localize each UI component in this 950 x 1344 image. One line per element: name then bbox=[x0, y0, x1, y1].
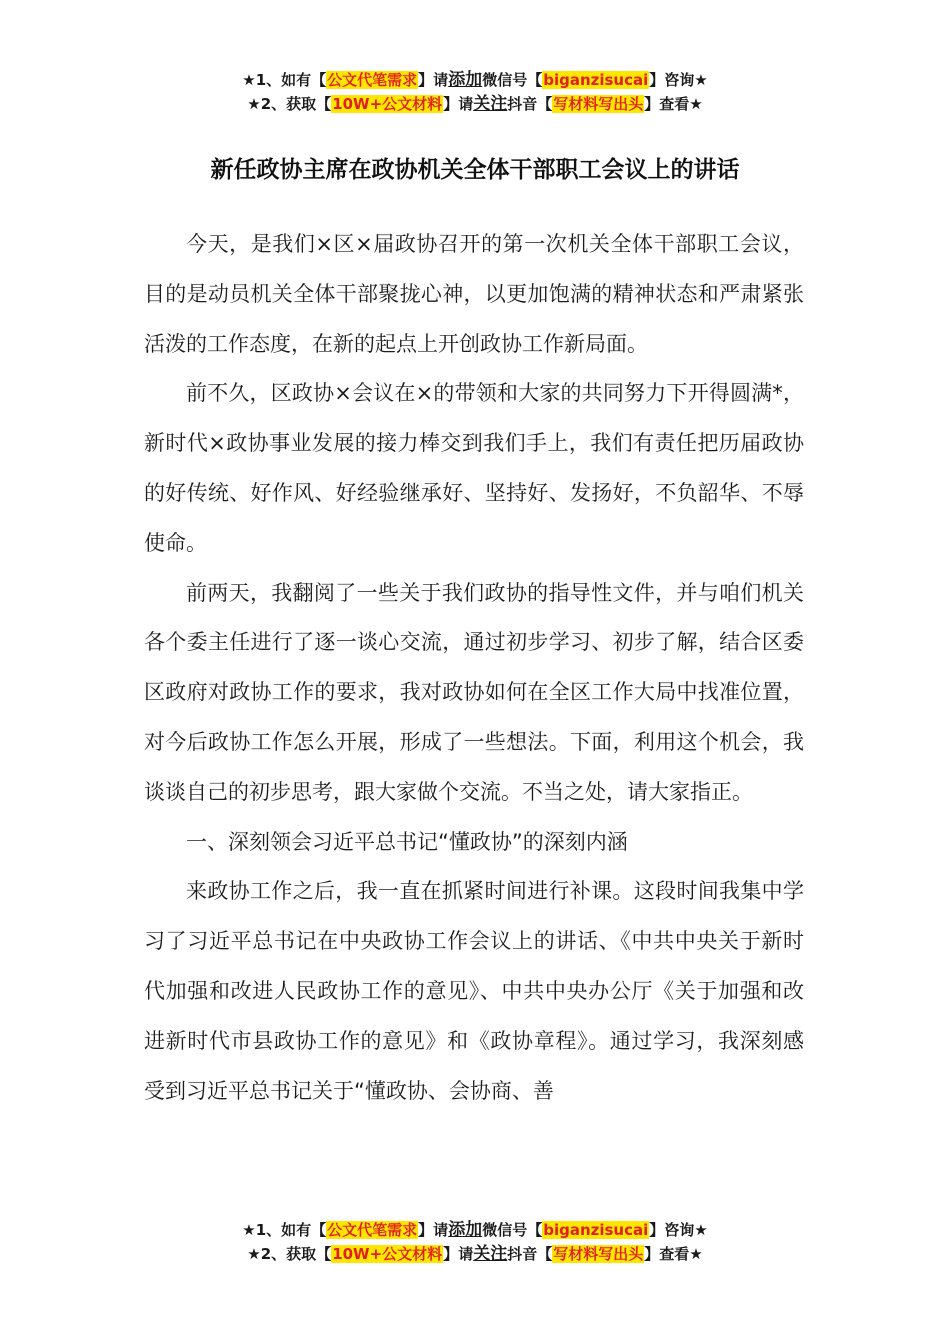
section-heading: 一、深刻领会习近平总书记“懂政协”的深刻内涵 bbox=[186, 829, 628, 854]
ad-line-2 bbox=[0, 1242, 950, 1266]
top-ad-banner bbox=[0, 68, 950, 116]
ad-emphasis: 添加 bbox=[448, 70, 483, 90]
ad-text: ★1、如有【 bbox=[242, 1221, 327, 1239]
ad-highlight-service: 公文代笔需求 bbox=[327, 71, 418, 89]
ad-highlight-wechat: biganzisucai bbox=[543, 1221, 649, 1239]
ad-text: 抖音【 bbox=[507, 1245, 553, 1263]
ad-text: 微信号【 bbox=[482, 1221, 543, 1239]
paragraph: 来政协工作之后，我一直在抓紧时间进行补课。这段时间我集中学习了习近平总书记在中央政协工作会议上的讲话、《中共中央关于新时代加强和改进人民政协工作的意见》、中共中央办公厅《关于加强和改进新时代市县政协工作的意见》和《政协章程》。通过学习，我深刻感受到习近平总书记关于“懂政协、会协商、善 bbox=[144, 879, 804, 1103]
ad-emphasis: 关注 bbox=[473, 1244, 508, 1264]
paragraph: 今天，是我们×区×届政协召开的第一次机关全体干部职工会议，目的是动员机关全体干部聚拢心神，以更加饱满的精神状态和严肃紧张活泼的工作态度，在新的起点上开创政协工作新局面。 bbox=[144, 232, 804, 356]
ad-line-2 bbox=[0, 92, 950, 116]
ad-text: 】请 bbox=[443, 95, 474, 113]
document-title: 新任政协主席在政协机关全体干部职工会议上的讲话 bbox=[210, 157, 740, 183]
ad-highlight-service: 公文代笔需求 bbox=[327, 1221, 418, 1239]
ad-text: 】请 bbox=[418, 71, 449, 89]
ad-text: 】查看★ bbox=[644, 1245, 703, 1263]
ad-text: 】请 bbox=[443, 1245, 474, 1263]
ad-text: 微信号【 bbox=[482, 71, 543, 89]
ad-text: ★2、获取【 bbox=[247, 1245, 332, 1263]
ad-text: 】咨询★ bbox=[649, 1221, 708, 1239]
paragraph: 前两天，我翻阅了一些关于我们政协的指导性文件，并与咱们机关各个委主任进行了逐一谈心交流，通过初步学习、初步了解，结合区委区政府对政协工作的要求，我对政协如何在全区工作大局中找准位置，对今后政协工作怎么开展，形成了一些想法。下面，利用这个机会，我谈谈自己的初步思考，跟大家做个交流。不当之处，请大家指正。 bbox=[144, 580, 804, 804]
bottom-ad-banner bbox=[0, 1218, 950, 1266]
document-body bbox=[144, 220, 804, 1116]
ad-text: 】查看★ bbox=[644, 95, 703, 113]
ad-highlight-materials: 10W+公文材料 bbox=[332, 1245, 443, 1263]
ad-text: 抖音【 bbox=[507, 95, 553, 113]
ad-text: 】咨询★ bbox=[649, 71, 708, 89]
ad-text: ★1、如有【 bbox=[242, 71, 327, 89]
ad-emphasis: 关注 bbox=[473, 94, 508, 114]
ad-text: ★2、获取【 bbox=[247, 95, 332, 113]
ad-line-1 bbox=[0, 68, 950, 92]
paragraph: 前不久，区政协×会议在×的带领和大家的共同努力下开得圆满*，新时代×政协事业发展的接力棒交到我们手上，我们有责任把历届政协的好传统、好作风、好经验继承好、坚持好、发扬好，不负韶华、不辱使命。 bbox=[144, 381, 804, 555]
ad-line-1 bbox=[0, 1218, 950, 1242]
ad-highlight-wechat: biganzisucai bbox=[543, 71, 649, 89]
ad-highlight-douyin: 写材料写出头 bbox=[553, 1245, 644, 1263]
ad-highlight-douyin: 写材料写出头 bbox=[553, 95, 644, 113]
ad-highlight-materials: 10W+公文材料 bbox=[332, 95, 443, 113]
ad-text: 】请 bbox=[418, 1221, 449, 1239]
ad-emphasis: 添加 bbox=[448, 1220, 483, 1240]
